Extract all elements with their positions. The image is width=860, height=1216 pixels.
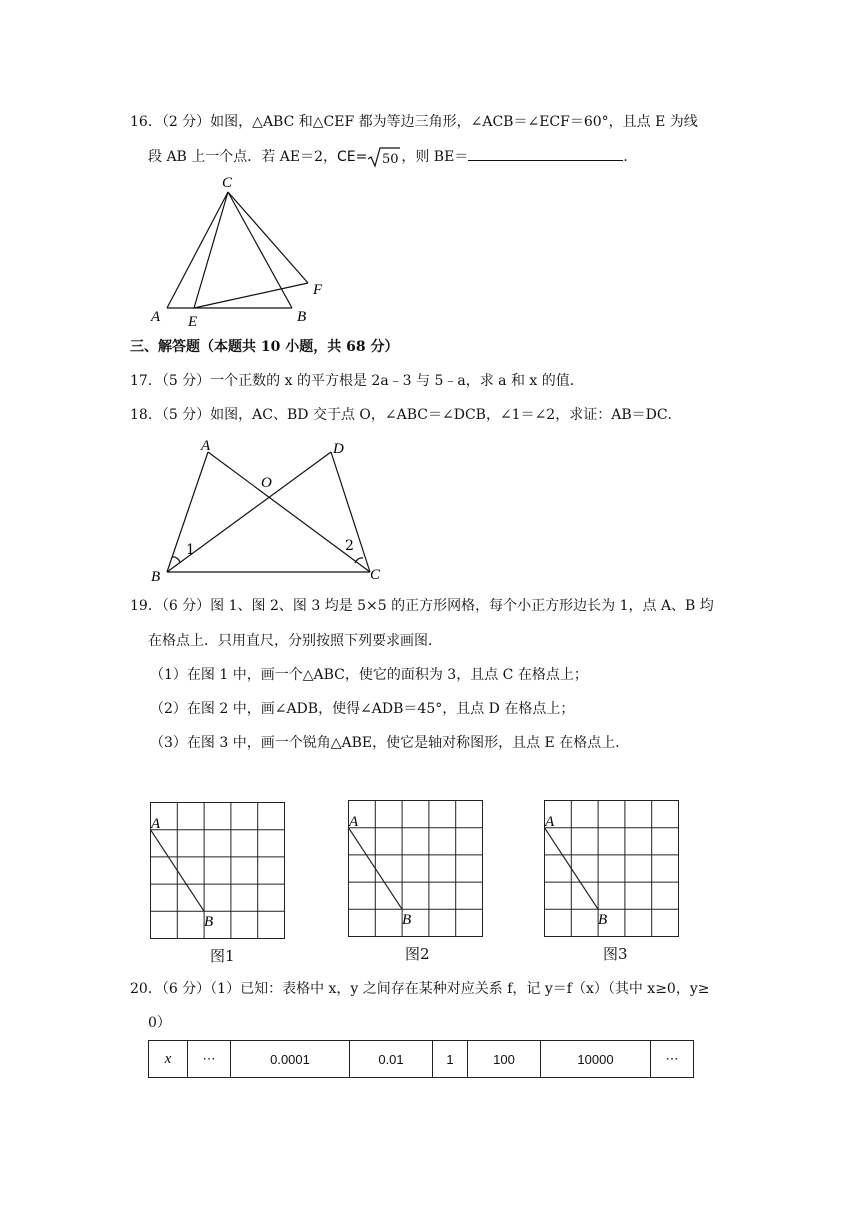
q20-line2: 0） (148, 1015, 171, 1031)
q19-sub1: （1）在图 1 中，画一个△ABC，使它的面积为 3，且点 C 在格点上； (150, 667, 588, 683)
table-cell: 0.01 (350, 1041, 433, 1078)
angle-2-label: 2 (345, 538, 354, 554)
q16-line2b: ，则 BE＝ (401, 149, 469, 165)
label-b: B (297, 309, 307, 325)
label-b: B (151, 569, 161, 585)
table-cell: ⋯ (651, 1041, 694, 1078)
q16-ce-label: CE= (337, 149, 368, 165)
label-o: O (261, 475, 272, 491)
label-b: B (598, 912, 608, 928)
label-b: B (204, 914, 214, 930)
figure-caption-1: 图1 (210, 947, 235, 965)
table-cell: 10000 (541, 1041, 651, 1078)
q18-text: 18．（5 分）如图，AC、BD 交于点 O，∠ABC＝∠DCB，∠1＝∠2，求证：AB＝DC． (130, 407, 682, 423)
grid-figure-1 (148, 800, 288, 942)
xy-table (148, 1040, 694, 1078)
figure-caption-3: 图3 (603, 945, 628, 963)
answer-blank (468, 146, 623, 161)
label-a: A (201, 438, 211, 454)
section-title: 三、解答题（本题共 10 小题，共 68 分） (130, 339, 399, 355)
angle-1-label: 1 (186, 542, 195, 558)
label-a: A (349, 814, 359, 830)
table-cell: ⋯ (188, 1041, 231, 1078)
table-cell: 100 (468, 1041, 541, 1078)
q19-line2: 在格点上．只用直尺，分别按照下列要求画图． (148, 633, 442, 649)
q19-line1: 19．（6 分）图 1、图 2、图 3 均是 5×5 的正方形网格，每个小正方形边长为 1，点 A、B 均 (130, 598, 714, 614)
label-f: F (313, 282, 323, 298)
label-b: B (402, 912, 412, 928)
grid-figure-3 (542, 798, 682, 940)
label-e: E (188, 314, 198, 330)
q16-line2a: 段 AB 上一个点．若 AE＝2， (148, 149, 337, 165)
q18-figure (145, 432, 395, 587)
sqrt-symbol (367, 146, 401, 168)
label-a: A (545, 814, 555, 830)
label-c: C (222, 175, 233, 191)
table-cell: 0.0001 (231, 1041, 350, 1078)
grid-figure-2 (346, 798, 486, 940)
table-cell: 1 (433, 1041, 468, 1078)
q16-figure (140, 170, 340, 330)
q16-line2 (148, 146, 637, 168)
sqrt-value: 50 (382, 152, 399, 167)
q19-sub2: （2）在图 2 中，画∠ADB，使得∠ADB＝45°，且点 D 在格点上； (150, 701, 575, 717)
q19-sub3: （3）在图 3 中，画一个锐角△ABE，使它是轴对称图形，且点 E 在格点上． (150, 735, 630, 751)
label-c: C (370, 567, 381, 583)
q16-line1: 16．（2 分）如图，△ABC 和△CEF 都为等边三角形，∠ACB＝∠ECF＝60°，且点 E 为线 (130, 114, 698, 130)
q17-text: 17．（5 分）一个正数的 x 的平方根是 2a﹣3 与 5﹣a，求 a 和 x 的值． (130, 373, 584, 389)
table-row (149, 1041, 694, 1078)
q20-line1: 20．（6 分）（1）已知：表格中 x，y 之间存在某种对应关系 f，记 y＝f（x）（其中 x≥0，y≥ (130, 981, 710, 997)
q16-line2c: ． (623, 149, 638, 165)
label-d: D (333, 441, 344, 457)
label-a: A (151, 309, 161, 325)
figure-caption-2: 图2 (405, 945, 430, 963)
label-a: A (151, 816, 161, 832)
table-cell: x (149, 1041, 188, 1078)
